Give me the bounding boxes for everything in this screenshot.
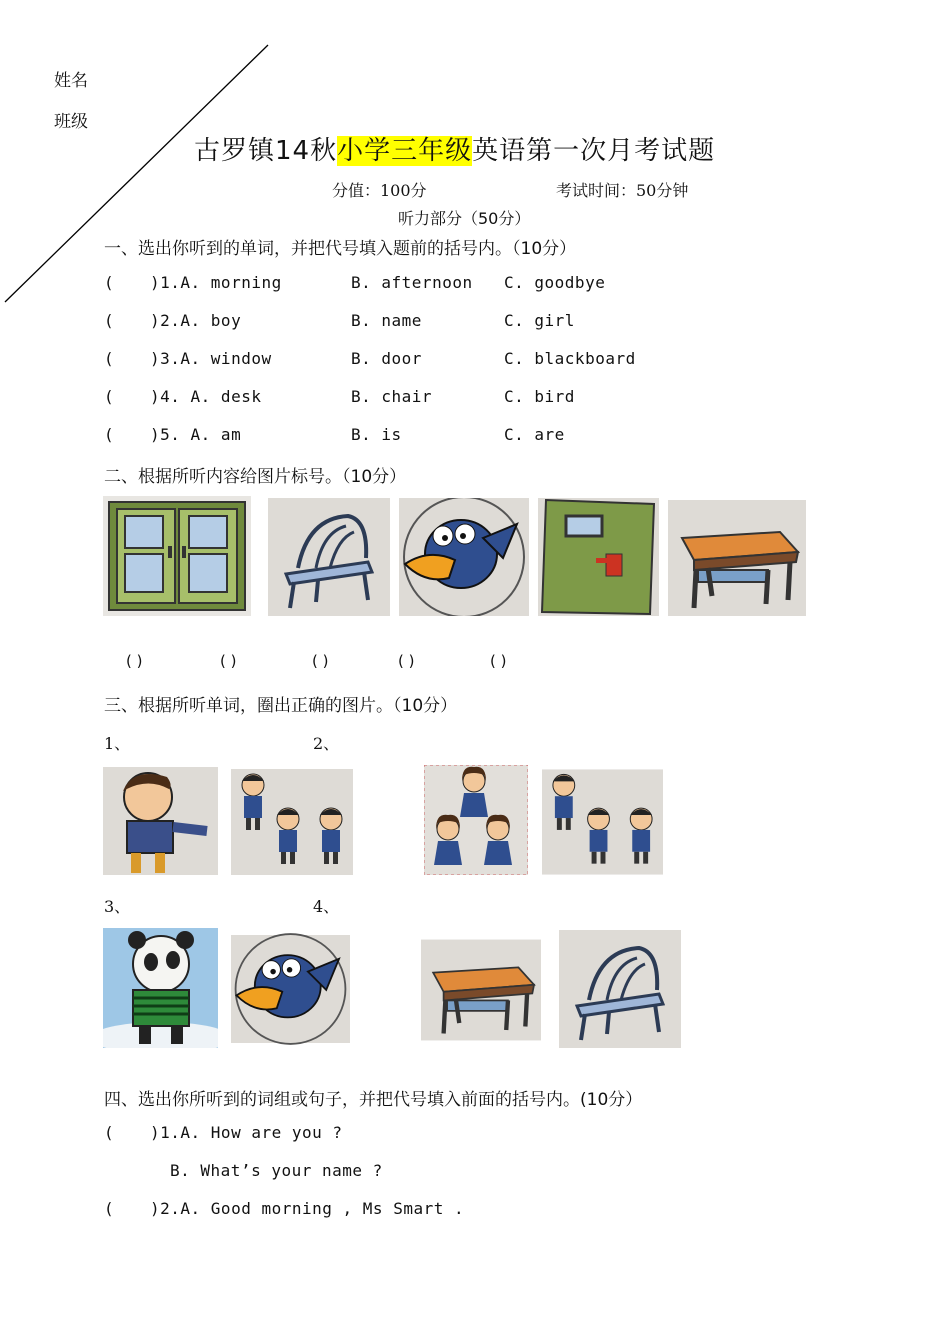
bird-picture: [399, 498, 529, 616]
picture-blank-2[interactable]: ( ): [220, 652, 237, 670]
chair-picture-2[interactable]: [559, 930, 681, 1048]
q4-option-b: B. chair: [351, 387, 433, 406]
s4-q1-option-a: )1.A. How are you ?: [150, 1123, 343, 1142]
time-info: 考试时间：50分钟: [556, 181, 689, 200]
q4-option-c: C. bird: [504, 387, 575, 406]
q2-option-c: C. girl: [504, 311, 575, 330]
q3-paren[interactable]: (: [104, 349, 115, 368]
q1-option-c: C. goodbye: [504, 273, 606, 292]
score-info: 分值：100分: [332, 181, 427, 200]
class-label: 班级: [54, 112, 88, 132]
q1-paren[interactable]: (: [104, 273, 115, 292]
s4-q1-option-b: B. What’s your name ?: [170, 1161, 383, 1180]
name-label: 姓名: [54, 71, 88, 91]
q2-option-b: B. name: [351, 311, 422, 330]
title-suffix: 英语第一次月考试题: [472, 136, 716, 166]
boys-picture[interactable]: [231, 769, 353, 875]
q2-paren[interactable]: (: [104, 311, 115, 330]
q5-option-c: C. are: [504, 425, 565, 444]
title-prefix: 古罗镇14秋: [194, 136, 338, 166]
q3-option-c: C. blackboard: [504, 349, 636, 368]
bird-picture-2[interactable]: [231, 930, 350, 1048]
q3-label-4: 4、: [313, 897, 340, 916]
q5-option-b: B. is: [351, 425, 402, 444]
chair-picture: [268, 498, 390, 616]
section-1-heading: 一、选出你听到的单词，并把代号填入题前的括号内。（10分）: [104, 239, 577, 259]
s4-q2-option-a: )2.A. Good morning , Ms Smart .: [150, 1199, 465, 1218]
desk-picture-2[interactable]: [421, 932, 541, 1048]
boy-picture[interactable]: [103, 767, 218, 875]
listening-heading: 听力部分（50分）: [398, 209, 531, 228]
q1-option-a: )1.A. morning: [150, 273, 282, 292]
q4-paren[interactable]: (: [104, 387, 115, 406]
q3-label-1: 1、: [104, 734, 131, 753]
picture-blank-3[interactable]: ( ): [312, 652, 329, 670]
section-2-heading: 二、根据所听内容给图片标号。（10分）: [104, 467, 407, 487]
q2-option-a: )2.A. boy: [150, 311, 242, 330]
s4-q1-paren[interactable]: (: [104, 1123, 115, 1142]
q3-label-3: 3、: [104, 897, 131, 916]
picture-blank-5[interactable]: ( ): [490, 652, 507, 670]
q4-option-a: )4. A. desk: [150, 387, 262, 406]
s4-q2-paren[interactable]: (: [104, 1199, 115, 1218]
door-picture: [538, 498, 659, 616]
girls-picture[interactable]: [424, 765, 528, 875]
page-title: [194, 130, 715, 167]
q5-paren[interactable]: (: [104, 425, 115, 444]
panda-picture[interactable]: [103, 928, 218, 1048]
desk-picture: [668, 500, 806, 616]
q3-label-2: 2、: [313, 734, 340, 753]
binding-diagonal-line: [0, 40, 280, 310]
section-3-heading: 三、根据所听单词，圈出正确的图片。（10分）: [104, 696, 458, 716]
q3-option-a: )3.A. window: [150, 349, 272, 368]
window-picture: [103, 496, 251, 616]
picture-blank-4[interactable]: ( ): [398, 652, 415, 670]
title-highlight: 小学三年级: [337, 136, 473, 166]
section-4-heading: 四、选出你所听到的词组或句子，并把代号填入前面的括号内。(10分）: [104, 1090, 643, 1110]
q5-option-a: )5. A. am: [150, 425, 242, 444]
q1-option-b: B. afternoon: [351, 273, 473, 292]
picture-blank-1[interactable]: ( ): [126, 652, 143, 670]
boys-picture-2[interactable]: [542, 769, 663, 875]
q3-option-b: B. door: [351, 349, 422, 368]
